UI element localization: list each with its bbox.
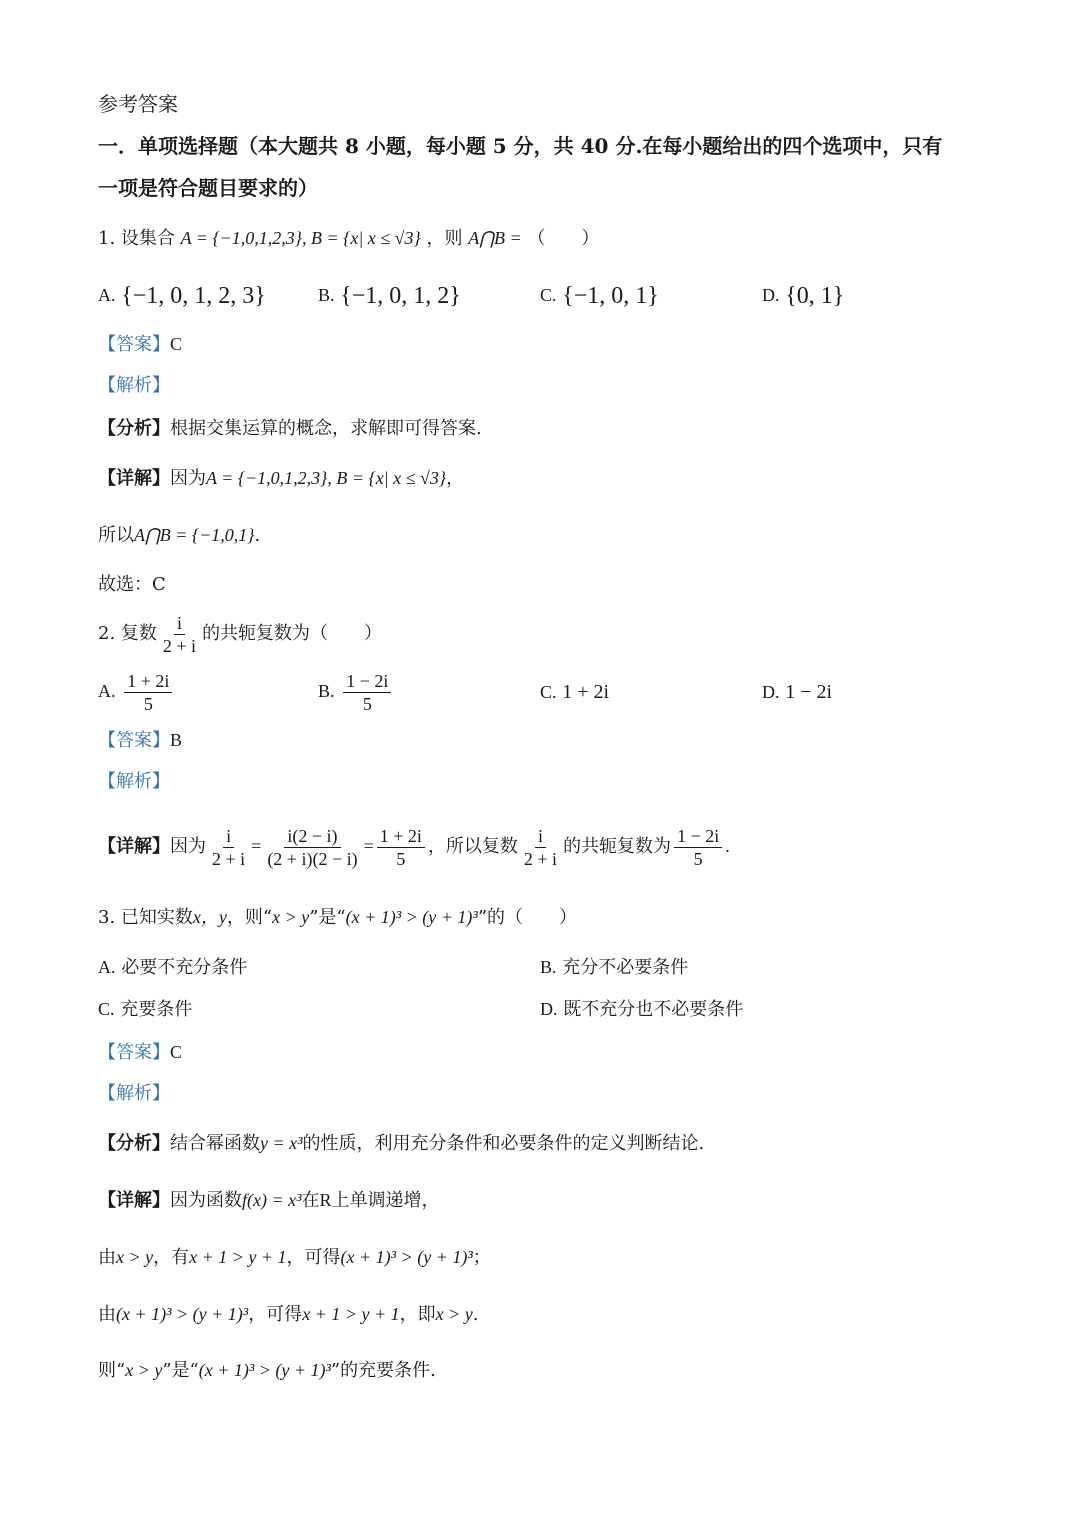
q1-choice: 故选：C (98, 574, 166, 595)
q1-answer (98, 332, 182, 357)
q1-option-d: D. {0, 1} (762, 283, 845, 309)
q3-option-a: A. 必要不充分条件 (98, 957, 248, 978)
section-heading: 一．单项选择题（本大题共 8 小题，每小题 5 分，共 40 分.在每小题给出的四个选项中，只有 (98, 134, 943, 158)
q1-stem-mid: ，则 (426, 228, 463, 249)
q1-conclusion-line: 所以A⋂B = {−1,0,1}. (98, 525, 261, 546)
q1-analysis-label: 【解析】 (98, 375, 170, 396)
q1-stem-intersection: A⋂B = (468, 228, 522, 248)
q2-stem: 2. 复数 $\frac{i}{2 + i}$ 的共轭复数为（ ） (98, 612, 383, 656)
q1-option-a: A. {−1, 0, 1, 2, 3} (98, 283, 266, 309)
fenxi-label: 【分析】 (98, 418, 170, 439)
q2-option-d: D. 1 − 2i (762, 681, 833, 703)
q3-fenxi: 【分析】结合幂函数y = x³的性质，利用充分条件和必要条件的定义判断结论. (98, 1133, 705, 1154)
xiangjie-label: 【详解】 (98, 468, 170, 489)
q3-step-2: 由(x + 1)³ > (y + 1)³，可得x + 1 > y + 1，即x > y. (98, 1304, 479, 1325)
q1-xiangjie-math: A = {−1,0,1,2,3}, B = {x| x ≤ √3} (206, 468, 447, 488)
q1-fenxi-text: 根据交集运算的概念，求解即可得答案. (170, 418, 482, 439)
q1-answer-value: C (170, 334, 183, 354)
q1-xiangjie: 【详解】因为A = {−1,0,1,2,3}, B = {x| x ≤ √3}， (98, 468, 465, 489)
q2-answer-value: B (170, 730, 183, 750)
section-heading-cont: 一项是符合题目要求的） (98, 176, 318, 200)
q1-fenxi (98, 417, 482, 441)
q1-stem (98, 226, 599, 251)
q3-analysis-label: 【解析】 (98, 1083, 170, 1104)
q1-stem-prefix: 1. 设集合 (98, 228, 175, 249)
q1-stem-paren: （ ） (527, 228, 600, 249)
q3-option-d: D. 既不充分也不必要条件 (540, 999, 744, 1020)
q3-option-b: B. 充分不必要条件 (540, 957, 689, 978)
q2-option-c: C. 1 + 2i (540, 681, 610, 703)
q2-xiangjie: 【详解】因为 $\frac{i}{2 + i}$ = $\frac{i(2 - i)}{(2 + i)(2 - i)}$ = $\frac{1 + 2i}{5}$ ，所以复数 $\frac{i}{2 + i}$ 的共轭复数为 $\frac{1 - 2i}{5}$ . (98, 825, 730, 869)
q1-option-b: B. {−1, 0, 1, 2} (318, 283, 461, 309)
q1-stem-sets: A = {−1,0,1,2,3}, B = {x| x ≤ √3} (180, 228, 421, 248)
q3-step-3: 则“x > y”是“(x + 1)³ > (y + 1)³”的充要条件. (98, 1360, 436, 1381)
q3-answer-value: C (170, 1042, 183, 1062)
q3-option-c: C. 充要条件 (98, 999, 193, 1020)
q1-intersection-result: A⋂B = {−1,0,1} (134, 525, 255, 545)
q2-option-a: A. $\frac{1 + 2i}{5}$ (98, 667, 175, 716)
q3-step-1: 由x > y，有x + 1 > y + 1，可得(x + 1)³ > (y + 1)³； (98, 1247, 491, 1268)
answer-label: 【答案】 (98, 334, 170, 355)
q1-option-c: C. {−1, 0, 1} (540, 283, 659, 309)
q3-xiangjie: 【详解】因为函数f(x) = x³在R上单调递增， (98, 1190, 440, 1211)
q2-stem-fraction: $\frac{i}{2 + i}$ (162, 612, 197, 656)
q2-answer: 【答案】B (98, 730, 183, 751)
q2-analysis-label: 【解析】 (98, 771, 170, 792)
q2-option-b: B. $\frac{1 - 2i}{5}$ (318, 667, 394, 716)
q3-stem: 3. 已知实数x，y，则“x > y”是“(x + 1)³ > (y + 1)³”的（ ） (98, 907, 578, 928)
q3-answer: 【答案】C (98, 1042, 183, 1063)
page-title: 参考答案 (98, 92, 178, 116)
